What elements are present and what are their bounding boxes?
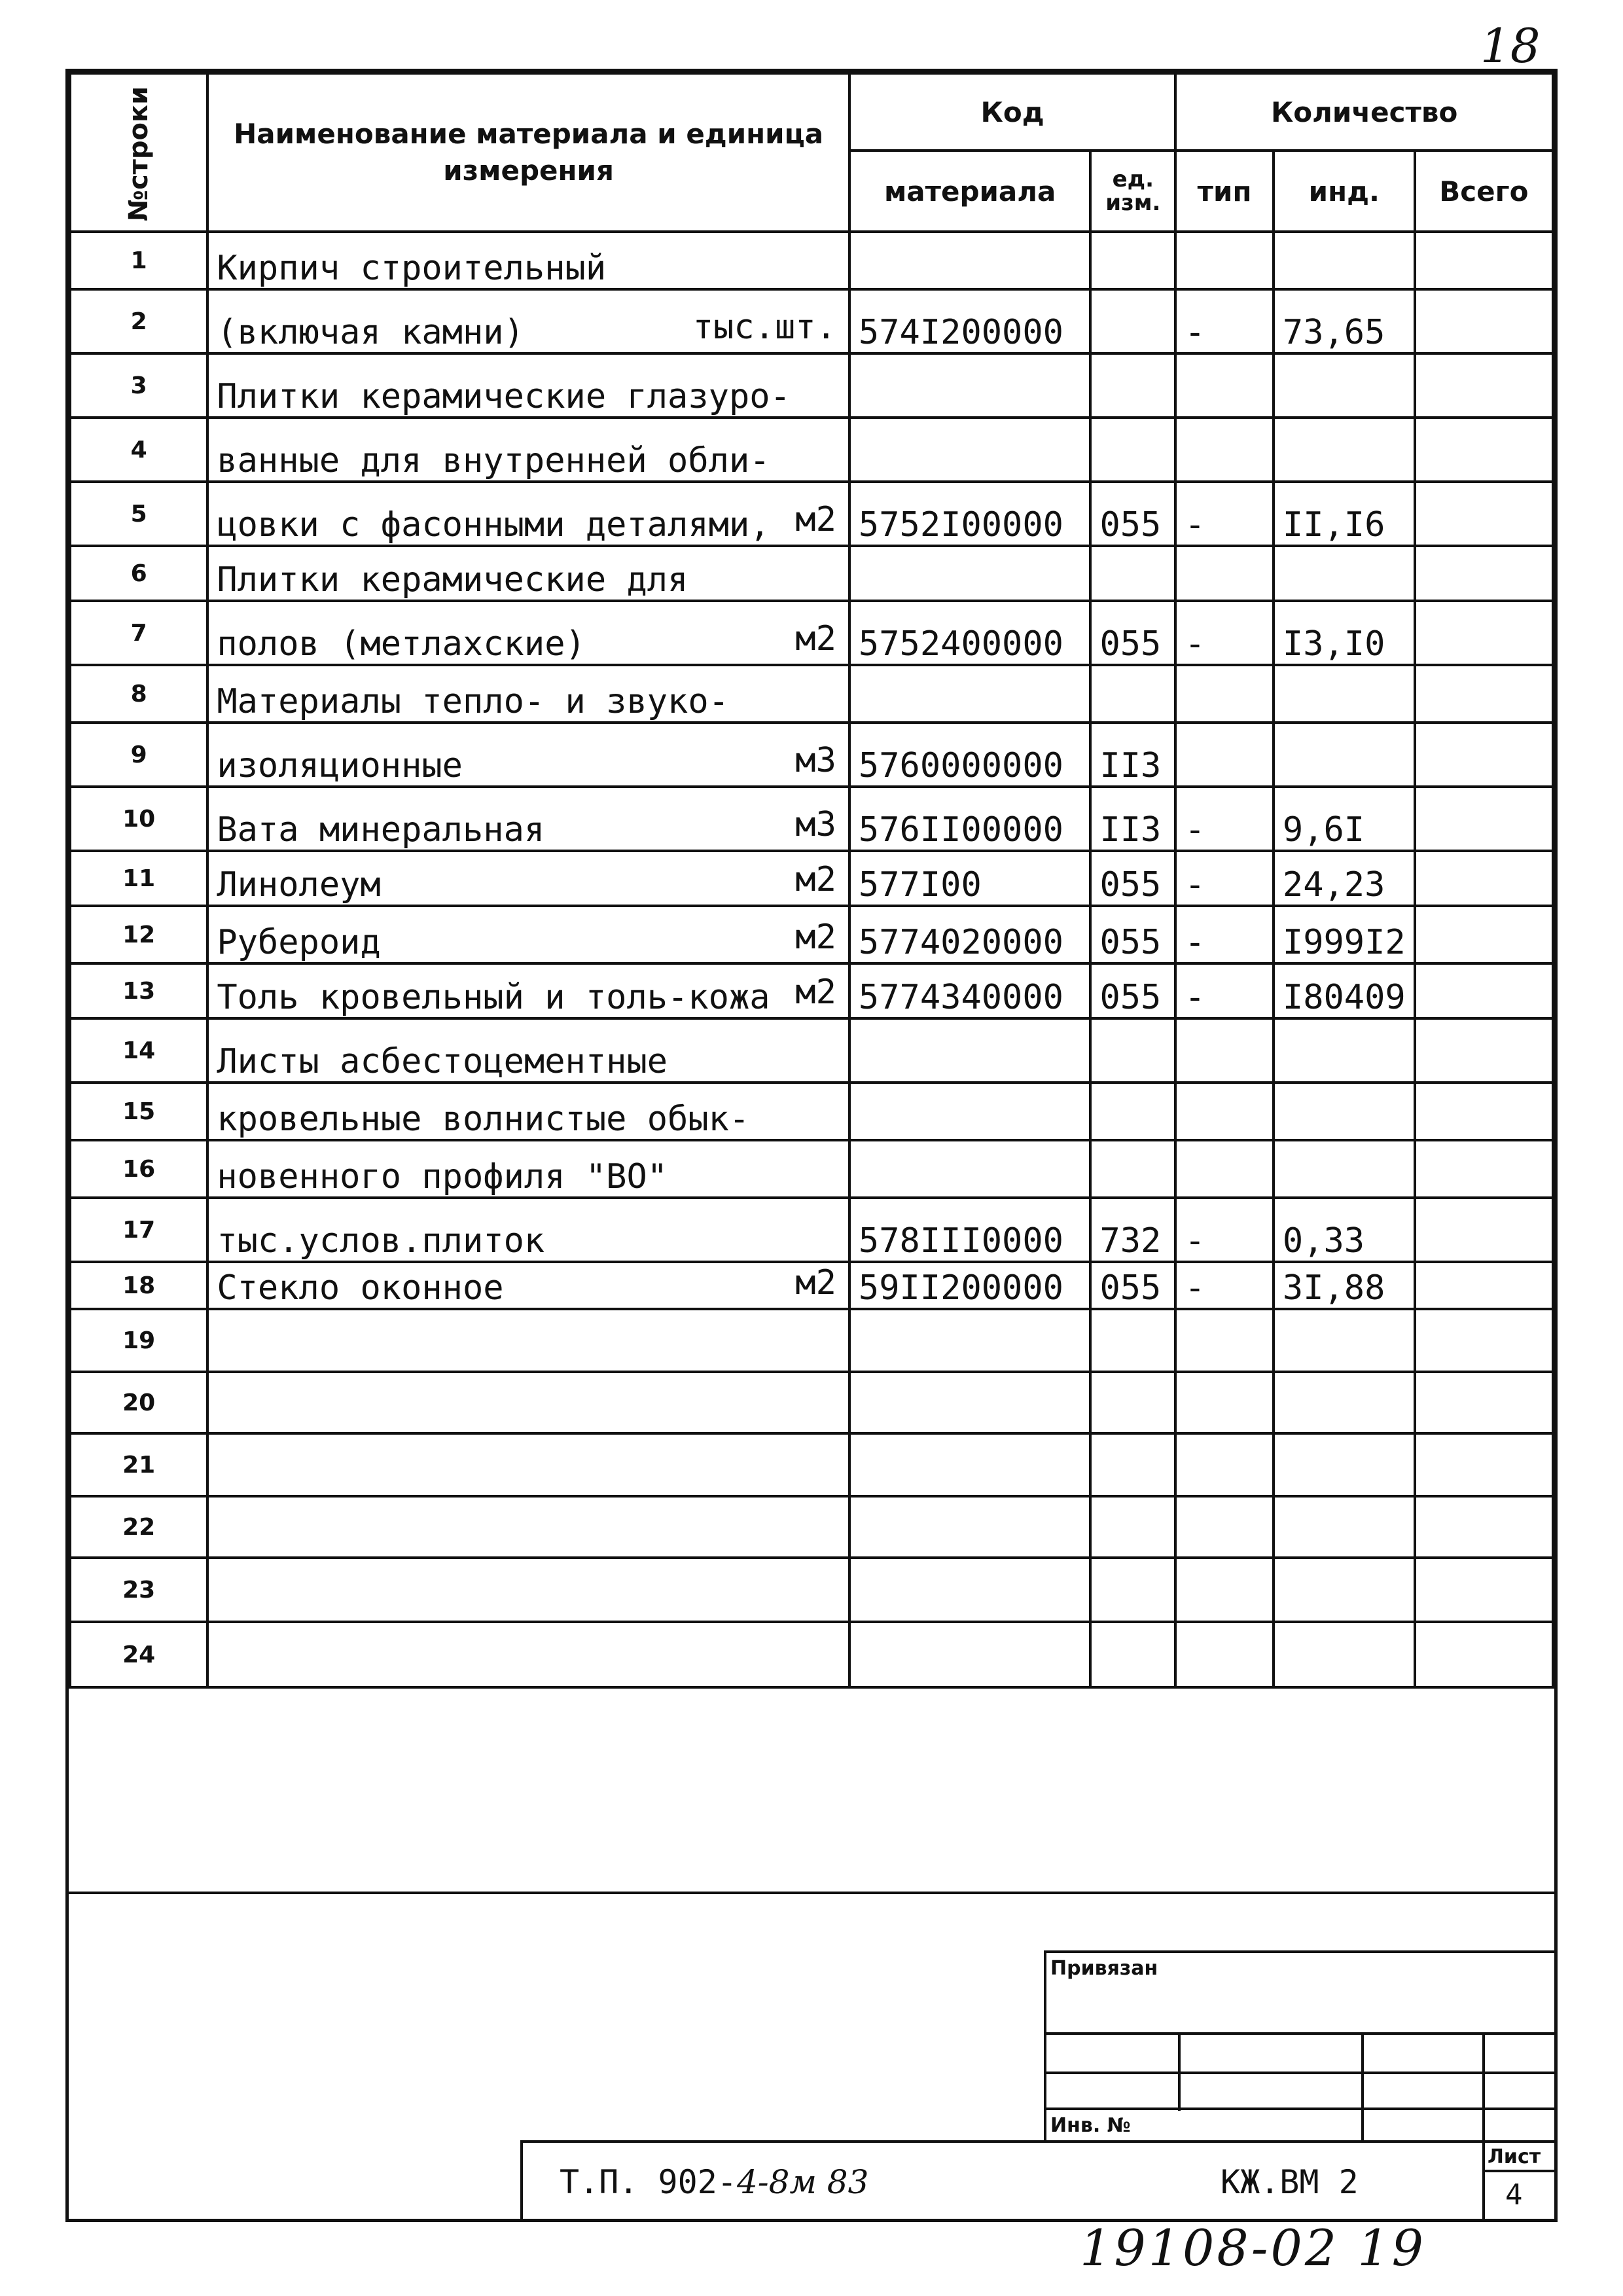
material-name xyxy=(207,1198,849,1262)
row-number: 1 xyxy=(70,232,207,289)
unit-code xyxy=(1090,1140,1175,1198)
material-unit: м2 xyxy=(795,918,836,957)
material-name xyxy=(207,963,849,1018)
material-unit: м2 xyxy=(795,1263,836,1302)
quantity-ind: II,I6 xyxy=(1274,482,1415,546)
material-name-text: цовки с фасонными деталями, xyxy=(217,505,770,545)
row-number: 6 xyxy=(70,546,207,601)
unit-code: 055 xyxy=(1090,482,1175,546)
table-row xyxy=(70,1018,1553,1083)
quantity-total xyxy=(1415,418,1553,482)
quantity-type xyxy=(1175,353,1274,418)
unit-code xyxy=(1090,418,1175,482)
material-name xyxy=(207,1083,849,1140)
quantity-total xyxy=(1415,1372,1553,1433)
material-name-text: Рубероид xyxy=(217,923,381,962)
quantity-total xyxy=(1415,1083,1553,1140)
unit-code xyxy=(1090,1309,1175,1372)
table-row xyxy=(70,1140,1553,1198)
material-unit: м2 xyxy=(795,973,836,1012)
quantity-ind xyxy=(1274,546,1415,601)
material-code: 577I00 xyxy=(849,851,1091,906)
material-name xyxy=(207,1018,849,1083)
table-row xyxy=(70,723,1553,787)
table-row xyxy=(70,353,1553,418)
quantity-ind xyxy=(1274,1496,1415,1558)
row-number: 12 xyxy=(70,906,207,963)
material-name xyxy=(207,665,849,723)
material-name-text: изоляционные xyxy=(217,746,463,785)
quantity-type xyxy=(1175,1083,1274,1140)
quantity-type xyxy=(1175,546,1274,601)
table-row xyxy=(70,418,1553,482)
quantity-ind: I999I2 xyxy=(1274,906,1415,963)
unit-code xyxy=(1090,289,1175,353)
unit-code xyxy=(1090,1496,1175,1558)
quantity-ind: I3,I0 xyxy=(1274,601,1415,665)
quantity-ind xyxy=(1274,665,1415,723)
quantity-total xyxy=(1415,665,1553,723)
table-row xyxy=(70,1262,1553,1309)
material-name xyxy=(207,289,849,353)
unit-code: 732 xyxy=(1090,1198,1175,1262)
row-number: 4 xyxy=(70,418,207,482)
material-code xyxy=(849,418,1091,482)
row-number: 21 xyxy=(70,1433,207,1496)
material-unit: м2 xyxy=(795,860,836,899)
row-number: 13 xyxy=(70,963,207,1018)
material-name-text: Плитки керамические глазуро- xyxy=(217,377,791,416)
row-number: 5 xyxy=(70,482,207,546)
row-number: 16 xyxy=(70,1140,207,1198)
material-code xyxy=(849,665,1091,723)
quantity-ind: 0,33 xyxy=(1274,1198,1415,1262)
quantity-total xyxy=(1415,723,1553,787)
page-number: 18 xyxy=(1480,18,1541,73)
quantity-ind xyxy=(1274,1140,1415,1198)
quantity-ind: 73,65 xyxy=(1274,289,1415,353)
quantity-total xyxy=(1415,851,1553,906)
quantity-type xyxy=(1175,1140,1274,1198)
table-row xyxy=(70,1558,1553,1622)
material-code xyxy=(849,1083,1091,1140)
material-name xyxy=(207,353,849,418)
material-name-text: (включая камни) xyxy=(217,313,524,352)
material-code: 5774020000 xyxy=(849,906,1091,963)
row-number: 17 xyxy=(70,1198,207,1262)
row-number: 18 xyxy=(70,1262,207,1309)
row-number: 24 xyxy=(70,1622,207,1687)
quantity-type xyxy=(1175,1018,1274,1083)
material-name xyxy=(207,546,849,601)
material-code: 59II200000 xyxy=(849,1262,1091,1309)
quantity-total xyxy=(1415,1140,1553,1198)
inventory-number-label: Инв. № xyxy=(1050,2114,1131,2137)
material-code xyxy=(849,1622,1091,1687)
row-number: 2 xyxy=(70,289,207,353)
unit-code xyxy=(1090,232,1175,289)
material-name xyxy=(207,1558,849,1622)
unit-code: 055 xyxy=(1090,1262,1175,1309)
table-row xyxy=(70,289,1553,353)
quantity-type xyxy=(1175,1496,1274,1558)
quantity-total xyxy=(1415,232,1553,289)
unit-code xyxy=(1090,665,1175,723)
material-code xyxy=(849,1309,1091,1372)
quantity-type xyxy=(1175,1558,1274,1622)
material-name xyxy=(207,232,849,289)
quantity-type: - xyxy=(1175,289,1274,353)
quantity-total xyxy=(1415,1433,1553,1496)
row-number: 7 xyxy=(70,601,207,665)
quantity-type: - xyxy=(1175,482,1274,546)
table-row xyxy=(70,601,1553,665)
material-name-text: ванные для внутренней обли- xyxy=(217,441,770,480)
quantity-total xyxy=(1415,601,1553,665)
row-number: 3 xyxy=(70,353,207,418)
material-name xyxy=(207,482,849,546)
table-row xyxy=(70,1198,1553,1262)
table-body xyxy=(70,232,1553,1687)
quantity-type xyxy=(1175,232,1274,289)
quantity-total xyxy=(1415,1262,1553,1309)
quantity-ind xyxy=(1274,1558,1415,1622)
quantity-total xyxy=(1415,1018,1553,1083)
table-row xyxy=(70,232,1553,289)
project-number: Т.П. 902-4-8м 83 xyxy=(560,2163,869,2201)
row-number: 9 xyxy=(70,723,207,787)
title-block xyxy=(69,1892,1554,2219)
unit-code xyxy=(1090,1083,1175,1140)
material-name xyxy=(207,723,849,787)
material-code xyxy=(849,1018,1091,1083)
unit-code: 055 xyxy=(1090,906,1175,963)
table-row xyxy=(70,851,1553,906)
material-name-text: тыс.услов.плиток xyxy=(217,1221,545,1261)
material-name-text: Стекло оконное xyxy=(217,1268,504,1308)
quantity-total xyxy=(1415,906,1553,963)
quantity-ind xyxy=(1274,1309,1415,1372)
table-header-row-1 xyxy=(70,73,1553,151)
table-row xyxy=(70,1622,1553,1687)
unit-code xyxy=(1090,1622,1175,1687)
row-number: 22 xyxy=(70,1496,207,1558)
quantity-total xyxy=(1415,1622,1553,1687)
material-name-text: полов (метлахские) xyxy=(217,624,586,664)
quantity-total xyxy=(1415,289,1553,353)
material-name-text: кровельные волнистые обык- xyxy=(217,1100,750,1139)
table-row xyxy=(70,906,1553,963)
row-number: 15 xyxy=(70,1083,207,1140)
material-code xyxy=(849,353,1091,418)
unit-code xyxy=(1090,1018,1175,1083)
quantity-type xyxy=(1175,723,1274,787)
unit-code xyxy=(1090,1433,1175,1496)
quantity-ind: 24,23 xyxy=(1274,851,1415,906)
table-row xyxy=(70,482,1553,546)
material-name xyxy=(207,418,849,482)
quantity-ind xyxy=(1274,1018,1415,1083)
material-name xyxy=(207,906,849,963)
table-row xyxy=(70,1433,1553,1496)
table-row xyxy=(70,1496,1553,1558)
unit-code xyxy=(1090,353,1175,418)
quantity-ind xyxy=(1274,418,1415,482)
quantity-total xyxy=(1415,546,1553,601)
material-code xyxy=(849,1372,1091,1433)
quantity-total xyxy=(1415,1558,1553,1622)
material-name xyxy=(207,1262,849,1309)
material-code: 5752I00000 xyxy=(849,482,1091,546)
row-number: 19 xyxy=(70,1309,207,1372)
bound-label: Привязан xyxy=(1050,1957,1158,1980)
sheet-label: Лист xyxy=(1488,2145,1541,2168)
quantity-ind xyxy=(1274,1372,1415,1433)
row-number: 20 xyxy=(70,1372,207,1433)
material-code xyxy=(849,1558,1091,1622)
material-unit: м3 xyxy=(795,741,836,780)
material-name-text: Линолеум xyxy=(217,865,381,905)
header-row-number: №строки xyxy=(70,73,207,232)
quantity-type: - xyxy=(1175,787,1274,851)
material-name-text: Листы асбестоцементные xyxy=(217,1042,668,1081)
quantity-type xyxy=(1175,1622,1274,1687)
quantity-ind xyxy=(1274,723,1415,787)
unit-code: 055 xyxy=(1090,851,1175,906)
material-name-text: Плитки керамические для xyxy=(217,560,688,600)
quantity-total xyxy=(1415,353,1553,418)
quantity-type: - xyxy=(1175,1262,1274,1309)
unit-code: II3 xyxy=(1090,787,1175,851)
unit-code: II3 xyxy=(1090,723,1175,787)
material-code: 5752400000 xyxy=(849,601,1091,665)
material-code xyxy=(849,1140,1091,1198)
quantity-total xyxy=(1415,1198,1553,1262)
quantity-ind: I80409 xyxy=(1274,963,1415,1018)
material-name xyxy=(207,851,849,906)
quantity-total xyxy=(1415,482,1553,546)
material-name-text: Вата минеральная xyxy=(217,810,545,850)
material-code xyxy=(849,546,1091,601)
header-code-material: материала xyxy=(849,151,1091,232)
row-number: 8 xyxy=(70,665,207,723)
quantity-ind: 9,6I xyxy=(1274,787,1415,851)
material-name xyxy=(207,601,849,665)
quantity-ind xyxy=(1274,1622,1415,1687)
material-name xyxy=(207,1309,849,1372)
material-code xyxy=(849,1433,1091,1496)
quantity-type xyxy=(1175,1433,1274,1496)
table-row xyxy=(70,1372,1553,1433)
quantity-type: - xyxy=(1175,601,1274,665)
material-name xyxy=(207,1496,849,1558)
row-number: 11 xyxy=(70,851,207,906)
material-name-text: Кирпич строительный xyxy=(217,249,607,288)
header-code-unit: ед. изм. xyxy=(1090,151,1175,232)
header-quantity-ind: инд. xyxy=(1274,151,1415,232)
quantity-type: - xyxy=(1175,963,1274,1018)
material-code: 5760000000 xyxy=(849,723,1091,787)
specification-sheet xyxy=(65,69,1558,2222)
unit-code xyxy=(1090,546,1175,601)
material-name xyxy=(207,1433,849,1496)
quantity-total xyxy=(1415,963,1553,1018)
material-unit: тыс.шт. xyxy=(692,308,836,347)
table-row xyxy=(70,963,1553,1018)
material-unit: м3 xyxy=(795,805,836,844)
quantity-type xyxy=(1175,665,1274,723)
material-name-text: Толь кровельный и толь-кожа xyxy=(217,978,770,1017)
quantity-total xyxy=(1415,1496,1553,1558)
archive-number: 19108-02 19 xyxy=(1080,2219,1427,2277)
quantity-type: - xyxy=(1175,1198,1274,1262)
document-mark: КЖ.ВМ 2 xyxy=(1221,2163,1359,2201)
material-name xyxy=(207,1140,849,1198)
material-code xyxy=(849,1496,1091,1558)
quantity-ind xyxy=(1274,353,1415,418)
unit-code xyxy=(1090,1558,1175,1622)
row-number: 23 xyxy=(70,1558,207,1622)
row-number: 14 xyxy=(70,1018,207,1083)
unit-code: 055 xyxy=(1090,963,1175,1018)
table-row xyxy=(70,665,1553,723)
quantity-ind xyxy=(1274,1433,1415,1496)
material-name-text: Материалы тепло- и звуко- xyxy=(217,682,729,721)
quantity-type xyxy=(1175,418,1274,482)
material-unit: м2 xyxy=(795,500,836,539)
material-code: 574I200000 xyxy=(849,289,1091,353)
material-code xyxy=(849,232,1091,289)
quantity-ind: 3I,88 xyxy=(1274,1262,1415,1309)
unit-code: 055 xyxy=(1090,601,1175,665)
table-row xyxy=(70,546,1553,601)
unit-code xyxy=(1090,1372,1175,1433)
quantity-type xyxy=(1175,1309,1274,1372)
sheet-number: 4 xyxy=(1505,2178,1523,2212)
materials-table xyxy=(69,72,1554,1689)
material-code: 578III0000 xyxy=(849,1198,1091,1262)
material-unit: м2 xyxy=(795,619,836,658)
material-name xyxy=(207,1622,849,1687)
table-row xyxy=(70,787,1553,851)
quantity-ind xyxy=(1274,232,1415,289)
table-row xyxy=(70,1083,1553,1140)
header-material-name: Наименование материала и единица измерения xyxy=(207,73,849,232)
material-name xyxy=(207,787,849,851)
header-quantity-total: Всего xyxy=(1415,151,1553,232)
quantity-total xyxy=(1415,1309,1553,1372)
quantity-total xyxy=(1415,787,1553,851)
material-code: 576II00000 xyxy=(849,787,1091,851)
quantity-type: - xyxy=(1175,906,1274,963)
quantity-type xyxy=(1175,1372,1274,1433)
material-name xyxy=(207,1372,849,1433)
material-name-text: новенного профиля "ВО" xyxy=(217,1157,668,1196)
table-row xyxy=(70,1309,1553,1372)
quantity-ind xyxy=(1274,1083,1415,1140)
header-quantity-group: Количество xyxy=(1175,73,1553,151)
row-number: 10 xyxy=(70,787,207,851)
quantity-type: - xyxy=(1175,851,1274,906)
header-quantity-type: тип xyxy=(1175,151,1274,232)
header-code-group: Код xyxy=(849,73,1175,151)
material-code: 5774340000 xyxy=(849,963,1091,1018)
